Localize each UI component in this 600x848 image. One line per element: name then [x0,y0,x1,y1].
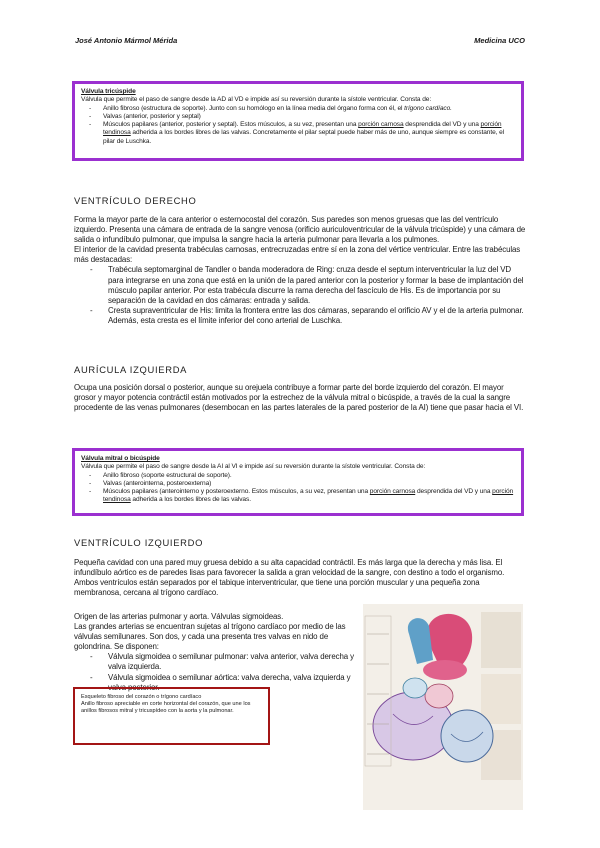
box-title: Válvula mitral o bicúspide [81,455,160,462]
box-intro: Válvula que permite el paso de sangre desde la AI al VI e impide así su reversión durante la sístole ventricular. Consta de: [81,463,426,471]
section-body-vd [74,215,526,326]
list-item: - Cresta supraventricular de His: limita la frontera entre las dos cámaras, separando el orificio AV y el de la arteria pulmonar. Además, esta cresta es el límite inferior del cono arterial de Luschka. [108,306,526,326]
box-intro: Válvula que permite el paso de sangre desde la AD al VD e impide así su reversión durante la sístole ventricular. Consta de: [81,96,432,104]
paragraph: Pequeña cavidad con una pared muy gruesa debido a su alta capacidad contráctil. Es más larga que la derecha y más lisa. El infundíbulo aórtico es de paredes lisas para favorecer la salida a gran velocidad de la sangre, con destino a todo el organismo. Ambos ventrículos están separados por el tabique interventricular, que tiene una porción muscular y una pequeña zona membranosa, cercana al trígono cardíaco. [74,558,505,598]
paragraph: Ocupa una posición dorsal o posterior, aunque su orejuela contribuye a formar parte del borde izquierdo del corazón. El mayor grosor y mayor potencia contráctil están motivados por la estrechez de la válvula mitral o bicúspide, a través de la cual la sangre procedente de las venas pulmonares (desembocan en las partes laterales de la pared posterior de la AI) tiene que pasar hacia el VI. [74,383,524,413]
box-text: Anillo fibroso apreciable en corte horizontal del corazón, que une los anillos fibrosos mitral y tricuspídeo con la aorta y la pulmonar. [81,701,251,714]
section-body-vi [74,558,526,598]
list-item: - Anillo fibroso (soporte estructural de soporte). [103,472,515,480]
list-item: - Trabécula septomarginal de Tandler o banda moderadora de Ring: cruza desde el septum interventricular la luz del VD para integrarse en una zona que está en la unión de la pared anterior con la posterior y formar la base de implantación del músculo papilar anterior. Por esta trabécula discurre la rama derecha del fascículo de His. Es de importancia por su separación de la cavidad en dos cámaras: entrada y salida. [108,265,526,305]
box-list [81,472,515,505]
box-title: Válvula tricúspide [81,88,136,95]
fibrous-skeleton-box [73,687,270,745]
list-item: - Válvula sigmoidea o semilunar aórtica: valva derecha, valva izquierda y valva posterior. [108,673,359,693]
section-heading-vi: VENTRÍCULO IZQUIERDO [74,537,204,548]
mitral-valve-box [72,448,524,516]
list-item: - Anillo fibroso (estructura de soporte). Junto con su homólogo en la línea media del órgano forma con él, el trígono cardíaco. [103,105,515,113]
list-item: - Músculos papilares (anterointerno y posteroexterno. Estos músculos, a su vez, presentan una porción carnosa desprendida del VD y una porción tendinosa adherida a los bordes libres de las valvas. [103,488,515,505]
list-item: - Valvas (anterointerna, posteroexterna) [103,480,515,488]
paragraph: El interior de la cavidad presenta trabéculas carnosas, entrecruzadas entre sí en la zona del vértice ventricular. Entre las trabéculas más destacadas: [74,245,521,265]
paragraph: Origen de las arterias pulmonar y aorta. Válvulas sigmoideas. [74,612,284,621]
paragraph: Las grandes arterias se encuentran sujetas al trígono cardíaco por medio de las válvulas semilunares. Son dos, y cada una presenta tres valvas en nido de golondrina. Se disponen: [74,622,346,652]
section-heading-vd: VENTRÍCULO DERECHO [74,195,197,206]
box-list [81,105,515,146]
box-title: Esqueleto fibroso del corazón o trígono cardíaco [81,694,202,700]
list-item: - Válvula sigmoidea o semilunar pulmonar: valva anterior, valva derecha y valva izquierda. [108,652,359,672]
header-author: José Antonio Mármol Mérida [75,36,178,45]
section-body-ai [74,383,526,413]
list-item: - Músculos papilares (anterior, posterior y septal). Estos músculos, a su vez, presentan una porción carnosa desprendida del VD y una porción tendinosa adherida a los bordes libres de las valvas. Concretamente el pilar septal puede haber más de uno, aunque siempre es constante, el pilar de Luschka. [103,121,515,146]
header-course: Medicina UCO [474,36,525,45]
section-heading-ai: AURÍCULA IZQUIERDA [74,364,188,375]
section-body-vi-valves [74,612,359,693]
paragraph: Forma la mayor parte de la cara anterior o esternocostal del corazón. Sus paredes son menos gruesas que las del ventrículo izquierdo. Presenta una cámara de entrada de la sangre venosa (orificio auriculoventricular de la válvula tricúspide) y una cámara de salida o infundíbulo pulmonar, que impulsa la sangre hacia la arteria pulmonar para llevarla a los pulmones. [74,215,526,245]
heart-valves-illustration [363,604,523,810]
list-item: - Valvas (anterior, posterior y septal) [103,113,515,121]
tricuspid-valve-box [72,81,524,161]
